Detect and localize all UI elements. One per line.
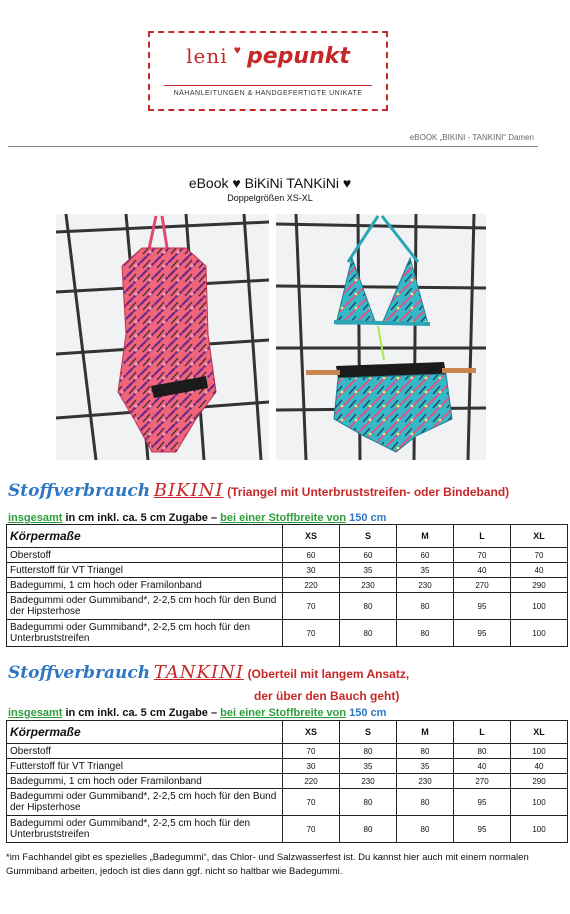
cell-value: 80 xyxy=(397,593,454,620)
section-tankini-note: (Oberteil mit langem Ansatz, xyxy=(247,667,410,681)
row-label: Futterstoff für VT Triangel xyxy=(7,563,283,578)
section-tankini-note-line2: der über den Bauch geht) xyxy=(254,689,400,703)
cell-value: 95 xyxy=(454,620,511,647)
cell-value: 270 xyxy=(454,578,511,593)
cell-value: 40 xyxy=(511,759,568,774)
cell-value: 70 xyxy=(283,789,340,816)
section-bikini-heading xyxy=(8,480,509,501)
cell-value: 95 xyxy=(454,789,511,816)
page-subtitle: Doppelgrößen XS-XL xyxy=(227,193,313,203)
cell-value: 30 xyxy=(283,563,340,578)
cell-value: 70 xyxy=(454,548,511,563)
page-title: eBook ♥ BiKiNi TANKiNi ♥ xyxy=(188,175,352,191)
sub-prefix: insgesamt xyxy=(8,707,63,719)
cell-value: 100 xyxy=(511,620,568,647)
cell-value: 230 xyxy=(397,578,454,593)
logo-wordmark xyxy=(150,43,386,69)
table-row xyxy=(7,548,568,563)
cell-value: 80 xyxy=(397,744,454,759)
tankini-photo xyxy=(56,214,269,460)
cell-value: 80 xyxy=(340,816,397,843)
table-header-cell: XL xyxy=(511,525,568,548)
cell-value: 100 xyxy=(511,789,568,816)
section-tankini-name: TANKINI xyxy=(153,662,244,683)
heart-icon: ♥ xyxy=(233,43,241,57)
table-header-row xyxy=(7,721,568,744)
table-header-cell: S xyxy=(340,525,397,548)
sub-value: 150 cm xyxy=(349,512,387,524)
cell-value: 40 xyxy=(454,563,511,578)
cell-value: 220 xyxy=(283,578,340,593)
table-header-cell: S xyxy=(340,721,397,744)
sub-mid: in cm inkl. ca. 5 cm Zugabe – xyxy=(62,707,221,719)
table-header-cell: XL xyxy=(511,721,568,744)
sub-value: 150 cm xyxy=(349,707,387,719)
cell-value: 35 xyxy=(397,759,454,774)
cell-value: 35 xyxy=(397,563,454,578)
section-tankini-subline xyxy=(8,707,386,719)
logo-tagline: NÄHANLEITUNGEN & HANDGEFERTIGTE UNIKATE xyxy=(164,85,372,97)
bikini-table xyxy=(6,524,568,647)
row-label: Badegummi oder Gummiband*, 2-2,5 cm hoch für den Unterbruststreifen xyxy=(7,620,283,647)
table-header-row xyxy=(7,525,568,548)
cell-value: 40 xyxy=(454,759,511,774)
cell-value: 80 xyxy=(397,789,454,816)
table-row xyxy=(7,563,568,578)
table-header-cell: Körpermaße xyxy=(7,721,283,744)
cell-value: 70 xyxy=(511,548,568,563)
table-row xyxy=(7,789,568,816)
row-label: Futterstoff für VT Triangel xyxy=(7,759,283,774)
row-label: Badegummi, 1 cm hoch oder Framilonband xyxy=(7,578,283,593)
brand-logo xyxy=(148,31,388,111)
cell-value: 60 xyxy=(283,548,340,563)
cell-value: 60 xyxy=(340,548,397,563)
cell-value: 80 xyxy=(340,593,397,620)
footnote: *im Fachhandel gibt es spezielles „Badegummi“, das Chlor- und Salzwasserfest ist. Du kannst hier auch mit einem normalen Gummiband arbeiten, jedoch ist dies dann ggf. nicht so haltbar wie Badegummi. xyxy=(6,852,529,877)
header-divider xyxy=(8,146,538,147)
cell-value: 95 xyxy=(454,593,511,620)
cell-value: 60 xyxy=(397,548,454,563)
section-tankini-script: Stoffverbrauch xyxy=(8,663,151,683)
sub-prefix: insgesamt xyxy=(8,512,63,524)
cell-value: 70 xyxy=(283,620,340,647)
table-row xyxy=(7,593,568,620)
logo-pepunkt: pepunkt xyxy=(247,44,350,69)
row-label: Oberstoff xyxy=(7,548,283,563)
section-bikini-subline xyxy=(8,512,386,524)
cell-value: 220 xyxy=(283,774,340,789)
cell-value: 70 xyxy=(283,816,340,843)
table-row xyxy=(7,816,568,843)
cell-value: 70 xyxy=(283,593,340,620)
section-bikini-note: (Triangel mit Unterbruststreifen- oder Bindeband) xyxy=(227,485,510,499)
table-header-cell: L xyxy=(454,721,511,744)
header-label: eBOOK „BIKINI - TANKINI“ Damen xyxy=(409,133,534,142)
cell-value: 100 xyxy=(511,744,568,759)
table-row xyxy=(7,774,568,789)
row-label: Badegummi oder Gummiband*, 2-2,5 cm hoch für den Bund der Hipsterhose xyxy=(7,789,283,816)
table-header-cell: XS xyxy=(283,525,340,548)
table-row xyxy=(7,759,568,774)
logo-leni: leni xyxy=(186,44,228,68)
section-tankini-heading xyxy=(8,662,409,683)
cell-value: 35 xyxy=(340,759,397,774)
cell-value: 230 xyxy=(340,578,397,593)
row-label: Badegummi oder Gummiband*, 2-2,5 cm hoch für den Unterbruststreifen xyxy=(7,816,283,843)
table-header-cell: XS xyxy=(283,721,340,744)
table-header-cell: L xyxy=(454,525,511,548)
cell-value: 80 xyxy=(340,620,397,647)
row-label: Badegummi, 1 cm hoch oder Framilonband xyxy=(7,774,283,789)
table-row xyxy=(7,578,568,593)
bikini-photo xyxy=(276,214,486,460)
cell-value: 35 xyxy=(340,563,397,578)
cell-value: 40 xyxy=(511,563,568,578)
table-header-cell: M xyxy=(397,721,454,744)
section-bikini-script: Stoffverbrauch xyxy=(8,481,151,501)
sub-mid: in cm inkl. ca. 5 cm Zugabe – xyxy=(62,512,221,524)
table-header-cell: M xyxy=(397,525,454,548)
cell-value: 100 xyxy=(511,593,568,620)
cell-value: 100 xyxy=(511,816,568,843)
cell-value: 230 xyxy=(340,774,397,789)
cell-value: 70 xyxy=(283,744,340,759)
cell-value: 270 xyxy=(454,774,511,789)
row-label: Badegummi oder Gummiband*, 2-2,5 cm hoch für den Bund der Hipsterhose xyxy=(7,593,283,620)
row-label: Oberstoff xyxy=(7,744,283,759)
sub-green: bei einer Stoffbreite von xyxy=(220,707,347,719)
table-row xyxy=(7,620,568,647)
cell-value: 80 xyxy=(340,744,397,759)
sub-green: bei einer Stoffbreite von xyxy=(220,512,347,524)
cell-value: 80 xyxy=(397,816,454,843)
cell-value: 290 xyxy=(511,774,568,789)
cell-value: 230 xyxy=(397,774,454,789)
table-row xyxy=(7,744,568,759)
cell-value: 80 xyxy=(454,744,511,759)
section-bikini-name: BIKINI xyxy=(153,480,224,501)
cell-value: 290 xyxy=(511,578,568,593)
cell-value: 95 xyxy=(454,816,511,843)
cell-value: 80 xyxy=(340,789,397,816)
tankini-table xyxy=(6,720,568,843)
table-header-cell: Körpermaße xyxy=(7,525,283,548)
cell-value: 30 xyxy=(283,759,340,774)
cell-value: 80 xyxy=(397,620,454,647)
